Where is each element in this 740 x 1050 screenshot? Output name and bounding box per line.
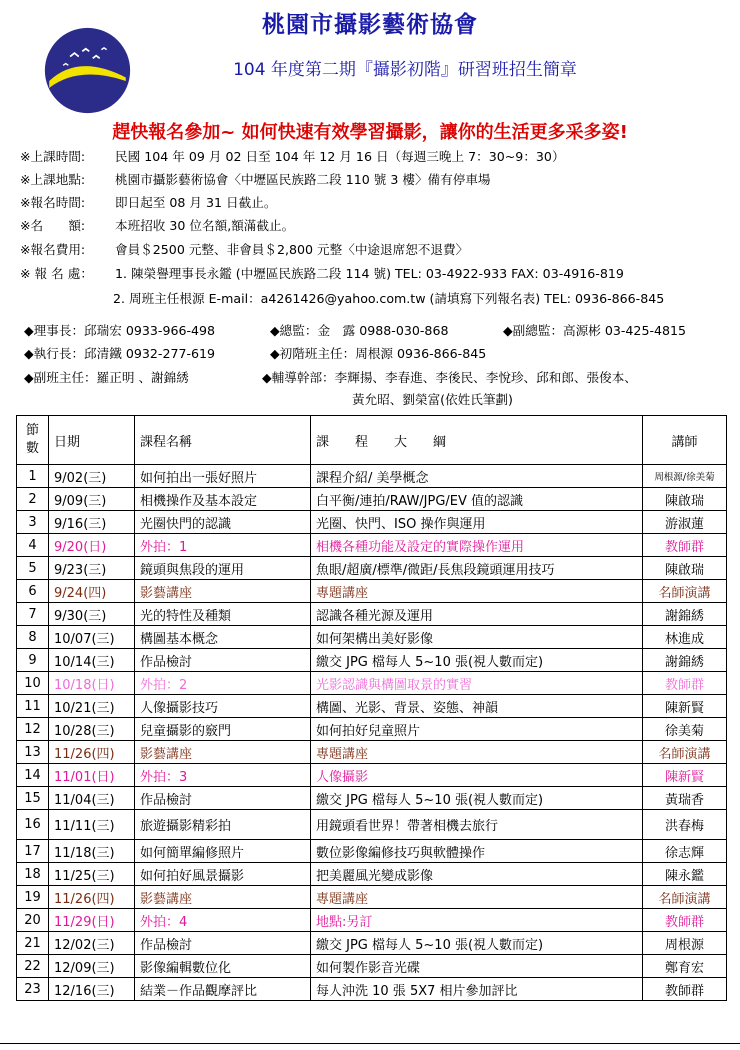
- cell-outline: 光影認識與構圖取景的實習: [311, 672, 643, 695]
- cell-session-no: 6: [17, 580, 49, 603]
- cell-teacher: 名師演講: [643, 580, 727, 603]
- table-row: [17, 580, 727, 603]
- org-title: 桃園市攝影藝術協會: [262, 12, 478, 38]
- cell-outline: 如何架構出美好影像: [311, 626, 643, 649]
- cell-course: 如何簡單編修照片: [135, 840, 311, 863]
- cell-session-no: 10: [17, 672, 49, 695]
- table-row: [17, 626, 727, 649]
- cell-date: 11/01(日): [49, 764, 135, 787]
- course-schedule-table: [16, 415, 727, 1001]
- cell-date: 9/02(三): [49, 465, 135, 488]
- slogan: 趕快報名參加~ 如何快速有效學習攝影，讓你的生活更多采多姿!: [112, 122, 628, 143]
- table-body: [17, 465, 727, 1001]
- table-row: [17, 488, 727, 511]
- bottom-rule: [0, 1043, 740, 1044]
- cell-teacher: 教師群: [643, 909, 727, 932]
- table-row: [17, 465, 727, 488]
- cell-teacher: 教師群: [643, 978, 727, 1001]
- cell-date: 9/30(三): [49, 603, 135, 626]
- cell-session-no: 16: [17, 810, 49, 840]
- cell-course: 外拍：4: [135, 909, 311, 932]
- cell-session-no: 5: [17, 557, 49, 580]
- cell-course: 影藝講座: [135, 580, 311, 603]
- table-row: [17, 534, 727, 557]
- info-value: 本班招收 30 位名額,額滿截止。: [115, 218, 295, 233]
- cell-date: 11/26(四): [49, 741, 135, 764]
- info-value: 桃園市攝影藝術協會〈中壢區民族路二段 110 號 3 樓〉備有停車場: [115, 172, 491, 187]
- cell-course: 如何拍好風景攝影: [135, 863, 311, 886]
- info-line: [20, 216, 294, 236]
- cell-outline: 如何拍好兒童照片: [311, 718, 643, 741]
- cell-session-no: 14: [17, 764, 49, 787]
- cell-session-no: 21: [17, 932, 49, 955]
- info-line: [20, 147, 565, 167]
- cell-date: 9/09(三): [49, 488, 135, 511]
- cell-course: 外拍：2: [135, 672, 311, 695]
- table-row: [17, 863, 727, 886]
- cell-date: 10/07(三): [49, 626, 135, 649]
- info-key: ※ 報 名 處：: [20, 266, 93, 281]
- info-value: 即日起至 08 月 31 日截止。: [115, 195, 277, 210]
- info-line: [20, 193, 276, 213]
- cell-date: 12/02(三): [49, 932, 135, 955]
- info-key: ※報名費用:: [20, 242, 86, 257]
- info-key: ※名 額:: [20, 218, 86, 233]
- table-row: [17, 695, 727, 718]
- cell-teacher: 陳啟瑞: [643, 488, 727, 511]
- cell-teacher: 陳新賢: [643, 695, 727, 718]
- cell-outline: 數位影像編修技巧與軟體操作: [311, 840, 643, 863]
- cell-course: 作品檢討: [135, 787, 311, 810]
- cell-date: 10/14(三): [49, 649, 135, 672]
- cell-date: 11/11(三): [49, 810, 135, 840]
- cell-course: 如何拍出一張好照片: [135, 465, 311, 488]
- cell-outline: 地點:另訂: [311, 909, 643, 932]
- cell-course: 結業－作品觀摩評比: [135, 978, 311, 1001]
- cell-date: 11/26(四): [49, 886, 135, 909]
- cell-teacher: 周根源: [643, 932, 727, 955]
- cell-date: 9/23(三): [49, 557, 135, 580]
- table-row: [17, 557, 727, 580]
- cell-teacher: 林進成: [643, 626, 727, 649]
- staff-director: ◆總監：金 露 0988-030-868: [270, 323, 449, 338]
- cell-teacher: 陳永鑑: [643, 863, 727, 886]
- cell-session-no: 7: [17, 603, 49, 626]
- cell-outline: 專題講座: [311, 580, 643, 603]
- cell-date: 9/16(三): [49, 511, 135, 534]
- table-row: [17, 978, 727, 1001]
- cell-course: 作品檢討: [135, 649, 311, 672]
- staff-deputy-director: ◆副總監：高源彬 03-425-4815: [503, 323, 687, 338]
- cell-session-no: 12: [17, 718, 49, 741]
- cell-teacher: 洪春梅: [643, 810, 727, 840]
- cell-session-no: 15: [17, 787, 49, 810]
- cell-outline: 光圈、快門、ISO 操作與運用: [311, 511, 643, 534]
- cell-outline: 繳交 JPG 檔每人 5~10 張(視人數而定): [311, 932, 643, 955]
- cell-session-no: 9: [17, 649, 49, 672]
- staff-class-lead: ◆初階班主任：周根源 0936-866-845: [270, 346, 487, 361]
- header-outline: 課 程 大 綱: [311, 416, 643, 465]
- cell-session-no: 3: [17, 511, 49, 534]
- cell-course: 外拍：3: [135, 764, 311, 787]
- staff-deputy-lead: ◆副班主任：羅正明 、謝錦綉: [24, 370, 189, 385]
- info-key: ※上課地點:: [20, 172, 86, 187]
- cell-date: 10/28(三): [49, 718, 135, 741]
- table-header-row: [17, 416, 727, 465]
- cell-outline: 白平衡/連拍/RAW/JPG/EV 值的認識: [311, 488, 643, 511]
- cell-outline: 繳交 JPG 檔每人 5~10 張(視人數而定): [311, 787, 643, 810]
- cell-outline: 每人沖洗 10 張 5X7 相片參加評比: [311, 978, 643, 1001]
- cell-outline: 專題講座: [311, 886, 643, 909]
- cell-outline: 用鏡頭看世界！帶著相機去旅行: [311, 810, 643, 840]
- cell-session-no: 19: [17, 886, 49, 909]
- cell-course: 外拍：1: [135, 534, 311, 557]
- table-row: [17, 787, 727, 810]
- cell-date: 11/04(三): [49, 787, 135, 810]
- staff-executive: ◆執行長：邱清鐵 0932-277-619: [24, 346, 216, 361]
- cell-session-no: 17: [17, 840, 49, 863]
- info-value: 1. 陳榮譽理事長永鑑 (中壢區民族路二段 114 號) TEL: 03-4922-933 FAX: 03-4916-819: [115, 266, 624, 281]
- cell-teacher: 游淑蓮: [643, 511, 727, 534]
- staff-chairman: ◆理事長：邱瑞宏 0933-966-498: [24, 323, 216, 338]
- cell-course: 光的特性及種類: [135, 603, 311, 626]
- cell-outline: 人像攝影: [311, 764, 643, 787]
- table-row: [17, 886, 727, 909]
- cell-course: 構圖基本概念: [135, 626, 311, 649]
- cell-course: 作品檢討: [135, 932, 311, 955]
- table-row: [17, 511, 727, 534]
- cell-outline: 專題講座: [311, 741, 643, 764]
- cell-outline: 認識各種光源及運用: [311, 603, 643, 626]
- cell-session-no: 20: [17, 909, 49, 932]
- info-key: ※上課時間:: [20, 149, 86, 164]
- info-line: [20, 240, 468, 260]
- cell-teacher: 教師群: [643, 672, 727, 695]
- cell-outline: 魚眼/超廣/標準/微距/長焦段鏡頭運用技巧: [311, 557, 643, 580]
- cell-date: 9/24(四): [49, 580, 135, 603]
- info-key: ※報名時間:: [20, 195, 86, 210]
- staff-advisors-cont: 黃允昭、劉榮富(依姓氏筆劃): [352, 392, 513, 407]
- cell-teacher: 名師演講: [643, 886, 727, 909]
- cell-course: 光圈快門的認識: [135, 511, 311, 534]
- cell-teacher: 謝錦綉: [643, 649, 727, 672]
- association-logo: [44, 27, 131, 114]
- header-date: 日期: [49, 416, 135, 465]
- table-row: [17, 649, 727, 672]
- cell-course: 相機操作及基本設定: [135, 488, 311, 511]
- cell-course: 人像攝影技巧: [135, 695, 311, 718]
- cell-session-no: 2: [17, 488, 49, 511]
- cell-course: 影藝講座: [135, 741, 311, 764]
- cell-course: 旅遊攝影精彩拍: [135, 810, 311, 840]
- cell-teacher: 鄭育宏: [643, 955, 727, 978]
- table-row: [17, 741, 727, 764]
- cell-date: 11/29(日): [49, 909, 135, 932]
- cell-course: 影藝講座: [135, 886, 311, 909]
- table-row: [17, 932, 727, 955]
- table-row: [17, 840, 727, 863]
- cell-date: 11/25(三): [49, 863, 135, 886]
- info-line: [20, 264, 624, 284]
- staff-advisors: ◆輔導幹部：李輝揚、李春進、李後民、李悅珍、邱和郎、張俊本、: [262, 370, 637, 385]
- header-session-no: 節 數: [17, 416, 49, 465]
- cell-session-no: 23: [17, 978, 49, 1001]
- cell-date: 11/18(三): [49, 840, 135, 863]
- table-row: [17, 955, 727, 978]
- table-row: [17, 764, 727, 787]
- cell-outline: 相機各種功能及設定的實際操作運用: [311, 534, 643, 557]
- cell-session-no: 11: [17, 695, 49, 718]
- cell-outline: 繳交 JPG 檔每人 5~10 張(視人數而定): [311, 649, 643, 672]
- cell-session-no: 22: [17, 955, 49, 978]
- cell-course: 影像編輯數位化: [135, 955, 311, 978]
- cell-course: 鏡頭與焦段的運用: [135, 557, 311, 580]
- table-row: [17, 672, 727, 695]
- cell-session-no: 4: [17, 534, 49, 557]
- header-course: 課程名稱: [135, 416, 311, 465]
- table-row: [17, 810, 727, 840]
- header-teacher: 講師: [643, 416, 727, 465]
- info-line: [20, 289, 664, 309]
- cell-date: 9/20(日): [49, 534, 135, 557]
- cell-teacher: 周根源/徐美菊: [643, 465, 727, 488]
- info-value: 民國 104 年 09 月 02 日至 104 年 12 月 16 日（每週三晚上 7：30~9：30）: [115, 149, 565, 164]
- cell-date: 12/16(三): [49, 978, 135, 1001]
- document-title: 104 年度第二期『攝影初階』研習班招生簡章: [233, 60, 577, 80]
- cell-teacher: 名師演講: [643, 741, 727, 764]
- cell-teacher: 謝錦綉: [643, 603, 727, 626]
- cell-teacher: 陳新賢: [643, 764, 727, 787]
- cell-date: 12/09(三): [49, 955, 135, 978]
- cell-outline: 課程介紹/ 美學概念: [311, 465, 643, 488]
- table-row: [17, 718, 727, 741]
- table-row: [17, 909, 727, 932]
- cell-session-no: 18: [17, 863, 49, 886]
- cell-teacher: 教師群: [643, 534, 727, 557]
- cell-session-no: 13: [17, 741, 49, 764]
- cell-teacher: 徐志輝: [643, 840, 727, 863]
- info-value: 2. 周班主任根源 E-mail：a4261426@yahoo.com.tw (請填寫下列報名表) TEL: 0936-866-845: [113, 291, 665, 306]
- cell-outline: 如何製作影音光碟: [311, 955, 643, 978]
- info-line: [20, 170, 491, 190]
- cell-date: 10/18(日): [49, 672, 135, 695]
- cell-course: 兒童攝影的竅門: [135, 718, 311, 741]
- cell-teacher: 陳啟瑞: [643, 557, 727, 580]
- info-value: 會員＄2500 元整、非會員＄2,800 元整〈中途退席恕不退費〉: [115, 242, 469, 257]
- cell-outline: 構圖、光影、背景、姿態、神韻: [311, 695, 643, 718]
- cell-teacher: 徐美菊: [643, 718, 727, 741]
- cell-outline: 把美麗風光變成影像: [311, 863, 643, 886]
- cell-session-no: 8: [17, 626, 49, 649]
- cell-date: 10/21(三): [49, 695, 135, 718]
- cell-teacher: 黃瑞香: [643, 787, 727, 810]
- table-row: [17, 603, 727, 626]
- cell-session-no: 1: [17, 465, 49, 488]
